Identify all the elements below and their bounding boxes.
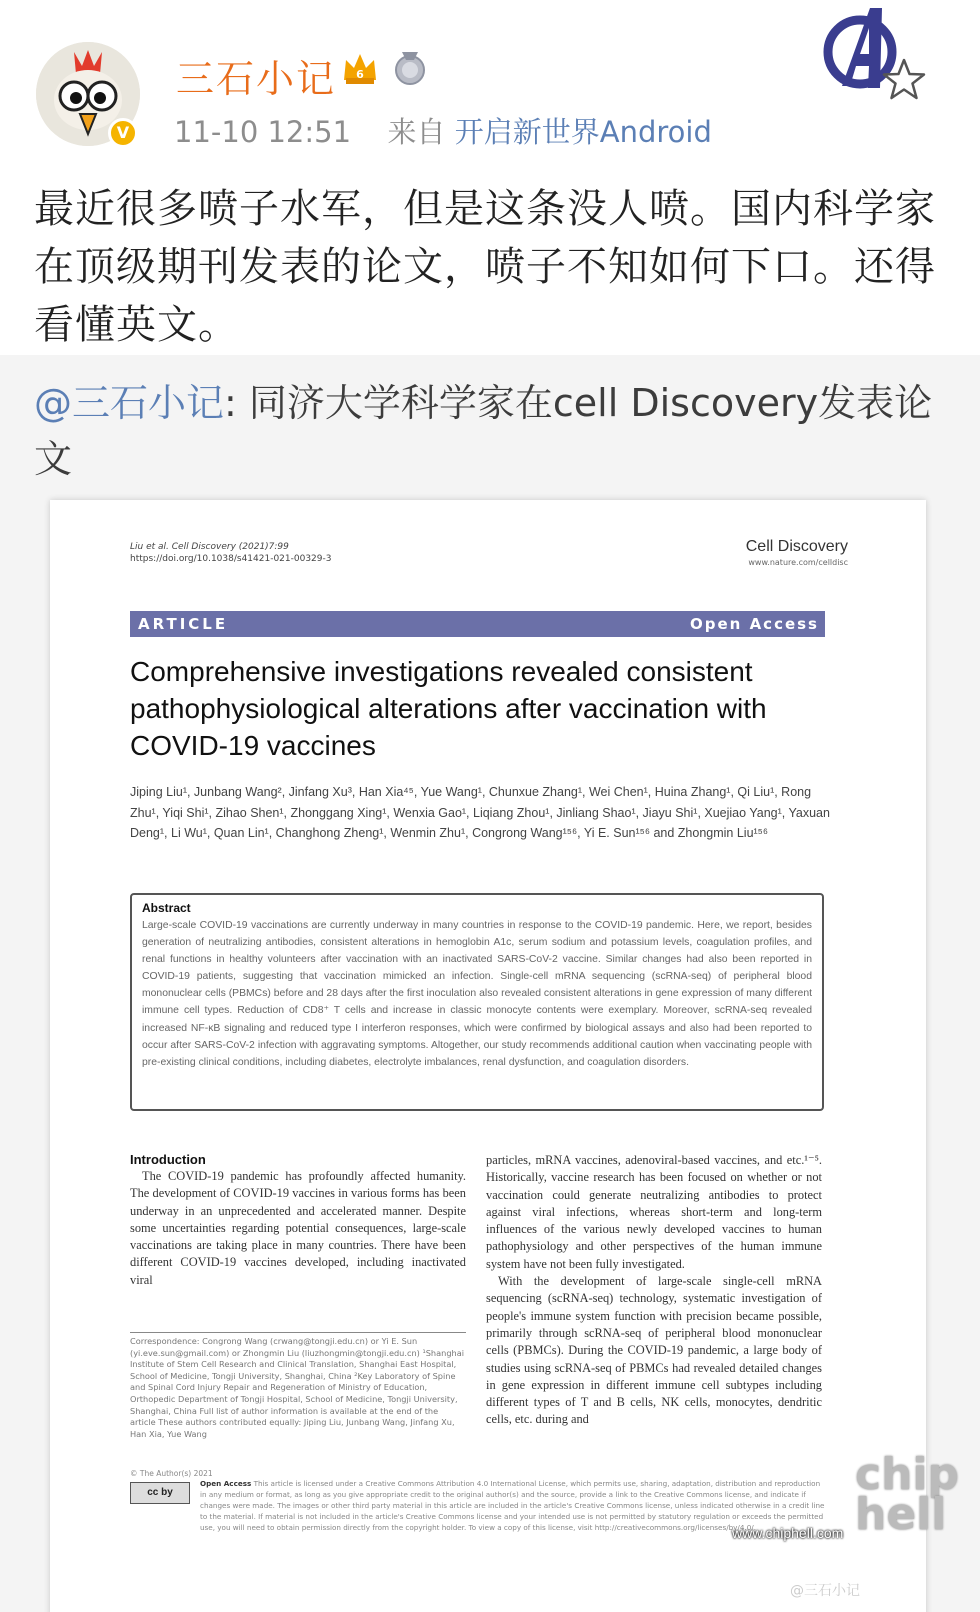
crown-icon bbox=[340, 50, 380, 86]
paper-image[interactable] bbox=[50, 500, 926, 1612]
paper-oa-heading: Open Access bbox=[200, 1479, 252, 1488]
post-text: 最近很多喷子水军，但是这条没人喷。国内科学家在顶级期刊发表的论文，喷子不知如何下口。还得看懂英文。 bbox=[34, 186, 936, 348]
paper-article-label: ARTICLE bbox=[138, 615, 229, 633]
weibo-watermark: @三石小记 bbox=[790, 1583, 860, 1599]
paper-abstract-heading: Abstract bbox=[142, 901, 191, 915]
paper-citation: Liu et al. Cell Discovery (2021)7:99 bbox=[130, 542, 289, 552]
svg-text:6: 6 bbox=[356, 68, 364, 81]
paper-intro-right-1: particles, mRNA vaccines, adenoviral-based vaccines, and etc.¹⁻⁵. Historically, vaccine research has been focused on whether or not vaccination could generate neutralizing antibodies to protect against viral infections, whereas short-term and long-term influences of the various newly developed vaccines to human pathophysiology and other perspectives of the human immune system have not been fully investigated. bbox=[486, 1153, 822, 1271]
post-time: 11-10 12:51 bbox=[174, 115, 352, 149]
paper-doi: https://doi.org/10.1038/s41421-021-00329-3 bbox=[130, 554, 332, 564]
paper-abstract-text: Large-scale COVID-19 vaccinations are currently underway in many countries in response to the COVID-19 pandemic. Here, we report, besides generation of neutralizing antibodies, consistent alterations in hemoglobin A1c, serum sodium and potassium levels, coagulation profiles, and renal functions in healthy volunteers after vaccination with an inactivated SARS-CoV-2 vaccine. Similar changes had also been reported in COVID-19 patients, suggesting that vaccination mimicked an infection. Single-cell mRNA sequencing (scRNA-seq) of peripheral blood mononuclear cells (PBMCs) before and 28 days after the first inoculation also revealed consistent alterations in gene expression of many different immune cell types. Reduction of CD8⁺ T cells and increase in classic monocyte contents were exemplary. Moreover, scRNA-seq revealed increased NF-κB signaling and reduced type I interferon responses, which were confirmed by biological assays and also had been reported to occur after SARS-CoV-2 infection with aggravating symptoms. Altogether, our study recommends additional caution when vaccinating people with pre-existing clinical conditions, including diabetes, electrolyte imbalances, renal dysfunction, and coagulation disorders. bbox=[142, 920, 812, 1068]
paper-journal: Cell Discovery bbox=[745, 538, 848, 555]
repost-mention-link[interactable]: @三石小记 bbox=[34, 381, 225, 425]
paper-copyright: © The Author(s) 2021 bbox=[130, 1469, 213, 1478]
post-client-link[interactable]: 开启新世界Android bbox=[454, 115, 712, 149]
paper-column-right bbox=[486, 1152, 822, 1429]
verified-badge-icon: V bbox=[108, 118, 138, 148]
post-header bbox=[0, 0, 980, 160]
paper-oa-text: This article is licensed under a Creative Commons Attribution 4.0 International License, which permits use, sharing, adaptation, distribution and reproduction in any medium or format, as long as you give appropriate credit to the original author(s) and the source, provide a link to the Creative Commons license, and indicate if changes were made. The images or other third party material in this article are included in the article's Creative Commons license, unless indicated otherwise in a credit line to the material. If material is not included in the article's Creative Commons license and your intended use is not permitted by statutory regulation or exceeds the permitted use, you will need to obtain permission directly from the copyright holder. To view a copy of this license, visit http://creativecommons.org/licenses/by/4.0/. bbox=[200, 1479, 825, 1532]
paper-journal-site: www.nature.com/celldisc bbox=[748, 558, 848, 567]
paper-abstract-box bbox=[130, 893, 824, 1111]
post-meta bbox=[174, 110, 712, 151]
paper-column-left bbox=[130, 1152, 466, 1289]
paper-authors: Jiping Liu¹, Junbang Wang², Jinfang Xu³, Han Xia⁴⁵, Yue Wang¹, Chunxue Zhang¹, Wei Chen¹, Huina Zhang¹, Qi Liu¹, Rong Zhu¹, Yiqi Shi¹, Zihao Shen¹, Zhonggang Xing¹, Wenxia Gao¹, Liqiang Zhou¹, Jinliang Shao¹, Jiayu Shi¹, Xuejiao Yang¹, Yaxuan Deng¹, Li Wu¹, Quan Lin¹, Changhong Zheng¹, Wenmin Zhu¹, Congrong Wang¹⁵⁶, Yi E. Sun¹⁵⁶ and Zhongmin Liu¹⁵⁶ bbox=[130, 785, 830, 840]
repost-card[interactable] bbox=[0, 355, 980, 1612]
username[interactable]: 三石小记 bbox=[176, 57, 337, 101]
paper-access-label: Open Access bbox=[690, 615, 819, 633]
paper-title: Comprehensive investigations revealed consistent pathophysiological alterations after vaccination with COVID-19 vaccines bbox=[130, 656, 767, 761]
paper-article-bar bbox=[130, 611, 825, 637]
repost-text bbox=[34, 375, 944, 487]
paper-intro-left: The COVID-19 pandemic has profoundly affected humanity. The development of COVID-19 vaccines in various forms has been underway in an unprecedented and accelerated manner. Despite some uncertainties regarding potential consequences, large-scale vaccinations are taking place in many countries. There have been different COVID-19 vaccines developed, including inactivated viral bbox=[130, 1169, 466, 1287]
chiphell-watermark-logo: chip hell bbox=[855, 1449, 959, 1540]
post-from-label: 来自 bbox=[387, 115, 446, 149]
chiphell-watermark-url: www.chiphell.com bbox=[732, 1525, 844, 1541]
paper-intro-right-2: With the development of large-scale single-cell mRNA sequencing (scRNA-seq) technology, systematic investigation of people's immune system function with precision became possible, primarily through scRNA-seq of peripheral blood mononuclear cells (PBMCs). During the COVID-19 pandemic, a large body of studies using scRNA-seq of PBMCs had revealed detailed changes in gene expression in different immune cell subtypes including different types of T and B cells, NK cells, monocytes, dendritic cells, etc. during and bbox=[486, 1274, 822, 1427]
medal-icon bbox=[392, 50, 428, 86]
paper-intro-heading: Introduction bbox=[130, 1152, 206, 1167]
paper-correspondence: Correspondence: Congrong Wang (crwang@tongji.edu.cn) or Yi E. Sun (yi.eve.sun@gmail.com) or Zhongmin Liu (liuzhongmin@tongji.edu.cn) ¹Shanghai Institute of Stem Cell Research and Clinical Translation, Shanghai East Hospital, School of Medicine, Tongji University, Shanghai, China ²Key Laboratory of Spine and Spinal Cord Injury Repair and Regeneration of Ministry of Education, Orthopedic Department of Tongji Hospital, School of Medicine, Tongji University, Shanghai, China Full list of author information is available at the end of the article These authors contributed equally: Jiping Liu, Junbang Wang, Jinfang Xu, Han Xia, Yue Wang bbox=[130, 1332, 466, 1440]
star-icon[interactable] bbox=[880, 56, 928, 104]
cc-license-icon: cc by bbox=[130, 1482, 190, 1504]
repost-body: : 同济大学科学家在cell Discovery发表论文 bbox=[34, 381, 933, 481]
